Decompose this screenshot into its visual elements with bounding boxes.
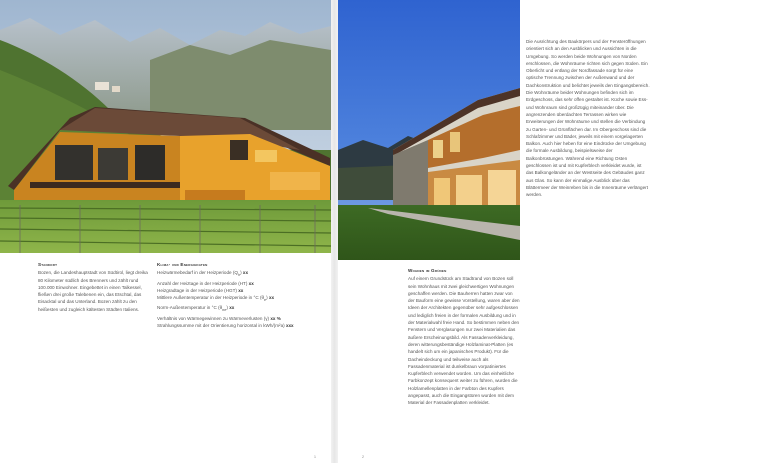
klima-item: Heizgradtage in der Heizperiode (HGT) xx bbox=[157, 287, 244, 293]
klima-item: Anzahl der Heiztage in der Heizperiode (HT) xx bbox=[157, 280, 254, 286]
klima-heading: Klima- und Energiedaten bbox=[157, 262, 208, 267]
page-number-left: 1 bbox=[314, 455, 316, 459]
page-number-right: 2 bbox=[362, 455, 364, 459]
klima-item: Mittlere Außentemperatur in der Heizperiode in °C $(\theta_e)$ xx bbox=[157, 295, 275, 302]
klima-list bbox=[157, 269, 327, 329]
book-gutter bbox=[331, 0, 338, 463]
description-column bbox=[526, 38, 650, 199]
left-page bbox=[0, 0, 331, 463]
klima-section bbox=[157, 261, 327, 329]
klima-item: Strahlungssumme mit der Orientierung horizontal in kWh/(m²a) xxx bbox=[157, 322, 294, 328]
standort-heading: Standort bbox=[38, 262, 58, 267]
right-page bbox=[338, 0, 772, 463]
house-vineyard-photo bbox=[0, 0, 331, 253]
wohnen-text: Auf einem Grundstück am Stadtrand von Bozen soll sein Wohnhaus mit zwei gleichwertigen Wohnungen geschaffen werden. Die Bauherren hatten zwar von der Bauform eine gewisse Vorstellung, waren aber den Ideen der Architekten gegenüber sehr aufgeschlossen und lediglich freien in der formalen Ausbildung und in der Materialwahl freie Hand. So bestimmen neben den Fenstern und Verglasungen nur zwei Materialien das äußere Erscheinungsbild. Als Fassadenverkleidung, deren witterungsbeständige Holzlaminat-Platten (es handelt sich um ein japanisches Produkt). Für die Dacheindeckung und teilweise auch als Fassadenmaterial ist dunkelbraun vorpatiniertes Kupferblech verwendet worden. Um das einheitliche Farbkonzept konsequent weiter zu führen, wurden die Holzlamellenplatten in der Farbton des Kupfers angepasst, auch die Eingangstüren wurden mit dem Material der Fassadenplatten verkleidet. bbox=[408, 276, 520, 406]
description-text: Die Ausrichtung des Baukörpers und der Fensteröffnungen orientiert sich an den Ausblicken und Aussichten in die Umgebung. So werden beide Wohnungen von Norden erschlossen, die Wohnräume richten sich gegen Süden. Ein Oberlicht und entlang der Nordfassade sorgt für eine optische Trennung zwischen der Außenwand und der Dachkonstruktion und belichtet jeweils den Eingangsbereich. Die Wohnräume beider Wohnungen befinden sich im Erdgeschoss, das sehr offen gestaltet ist. Küche sowie Ess- und Wohnraum sind großzügig miteinander über. Die angrenzenden überdachten Terrassen wirken wie Erweiterungen der Wohnräume und stellen die Verbindung zu Garten- und Grünflächen dar. Im Obergeschoss sind die Schlafzimmer und Bäder, jeweils mit einem vorgelagerten Balkon. Auch hier heben für eine Eindrücke der Umgebung die formale Ausbildung, beispielsweise der Balkonbrüstungen. Während eine Richtung Osten geschlossen ist und mit Kupferblech verkleidet wurde, ist das Balkongeländer an der Westseite des Gebäudes ganz aus Glas. So kann der einmalige Ausblick über das Blättermeer der Weinreben bis in die Innenräume verlängert werden. bbox=[526, 39, 650, 198]
standort-text: Bozen, die Landeshauptstadt von Südtirol, liegt dreika 80 Kilometer südlich des Brenners und zählt rund 100.000 Einwohner. Eingebettet in einen Talkessel, fließen drei große Talebenen ein, das Etschtal, das Eisacktal und das Unterland. Bozen zählt zu den heißesten und zugleich kältesten Städten Italiens. bbox=[38, 270, 148, 312]
klima-item: Norm-Außentemperatur in °C $(\theta_{ne})$ xx bbox=[157, 305, 235, 313]
house-evening-photo bbox=[338, 0, 520, 260]
wohnen-section bbox=[408, 267, 520, 407]
wohnen-heading: Wohnen im Grünen bbox=[408, 268, 447, 273]
standort-section bbox=[38, 261, 150, 313]
klima-item: Heizwärmebedarf in der Heizperiode $(Q_h)$ xx bbox=[157, 270, 249, 278]
klima-item: Verhältnis von Wärmegewinnen zu Wärmeverlusten (γ) xx % bbox=[157, 315, 281, 321]
